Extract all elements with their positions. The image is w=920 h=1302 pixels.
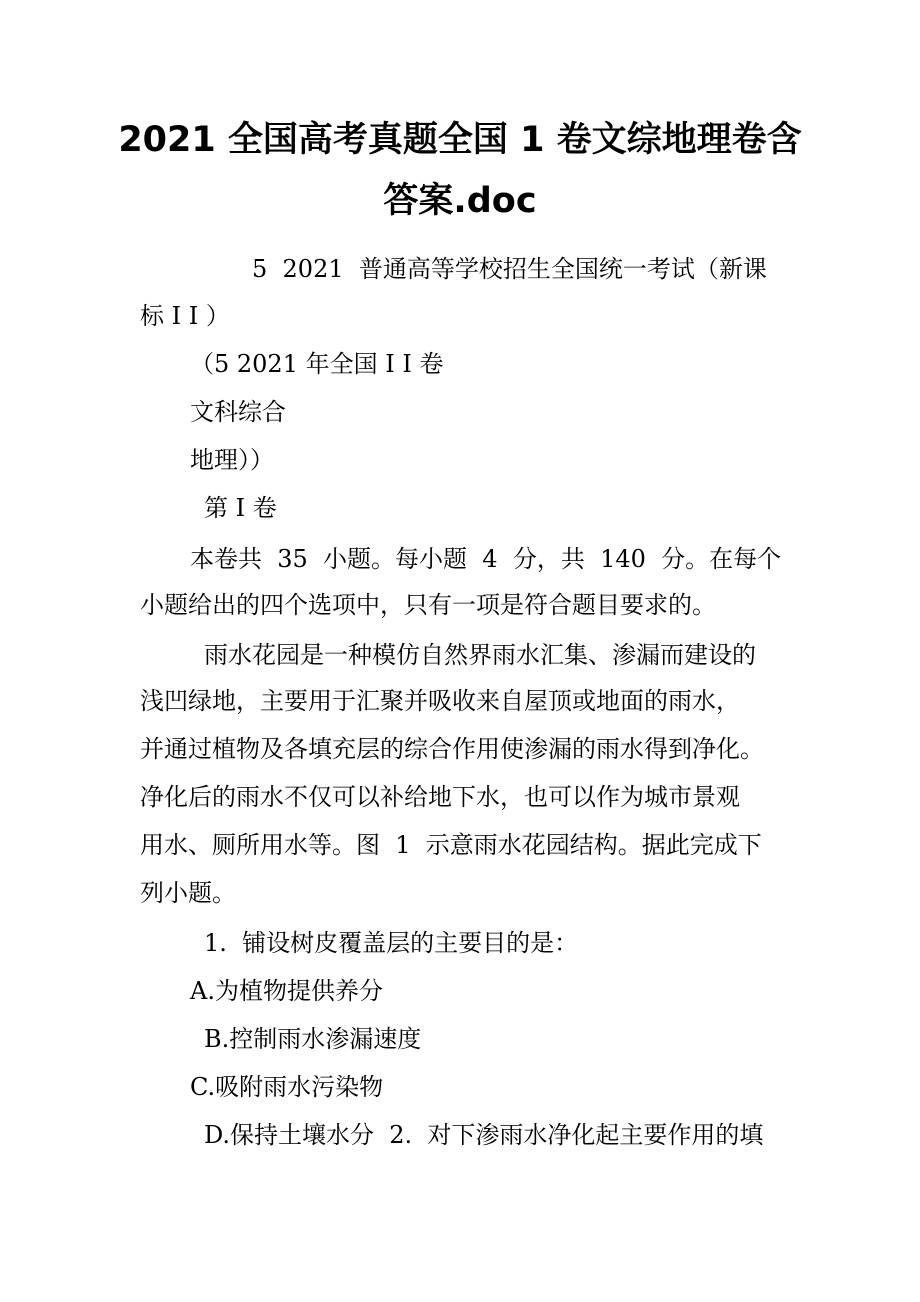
passage-line-3: 并通过植物及各填充层的综合作用使渗漏的雨水得到净化。 bbox=[140, 735, 764, 763]
option-d-and-question-2: D.保持土壤水分 2. 对下渗雨水净化起主要作用的填 bbox=[204, 1121, 764, 1149]
exam-header-line-1: 5 2021 普通高等学校招生全国统一考试（新课 bbox=[252, 255, 767, 283]
passage-line-1: 雨水花园是一种模仿自然界雨水汇集、渗漏而建设的 bbox=[204, 641, 756, 669]
exam-subheader-line-3: 地理）） bbox=[190, 446, 274, 474]
passage-line-6: 列小题。 bbox=[140, 879, 236, 907]
section-label: 第 I 卷 bbox=[204, 494, 277, 522]
passage-line-5: 用水、厕所用水等。图 1 示意雨水花园结构。据此完成下 bbox=[140, 831, 762, 859]
question-1: 1. 铺设树皮覆盖层的主要目的是： bbox=[204, 929, 579, 957]
option-b: B.控制雨水渗漏速度 bbox=[204, 1025, 422, 1053]
exam-header-line-2: 标 I I ） bbox=[140, 302, 230, 330]
exam-subheader-line-2: 文科综合 bbox=[190, 398, 286, 426]
passage-line-4: 净化后的雨水不仅可以补给地下水，也可以作为城市景观 bbox=[140, 783, 740, 811]
instructions-line-1: 本卷共 35 小题。每小题 4 分，共 140 分。在每个 bbox=[190, 545, 782, 573]
document-title-line-1: 2021 全国高考真题全国 1 卷文综地理卷含 bbox=[118, 120, 802, 160]
option-a: A.为植物提供养分 bbox=[190, 977, 383, 1005]
option-c: C.吸附雨水污染物 bbox=[190, 1073, 384, 1101]
passage-line-2: 浅凹绿地，主要用于汇聚并吸收来自屋顶或地面的雨水， bbox=[140, 687, 740, 715]
document-title-line-2: 答案.doc bbox=[383, 181, 537, 221]
exam-subheader-line-1: （5 2021 年全国 I I 卷 bbox=[190, 350, 444, 378]
instructions-line-2: 小题给出的四个选项中，只有一项是符合题目要求的。 bbox=[140, 591, 716, 619]
